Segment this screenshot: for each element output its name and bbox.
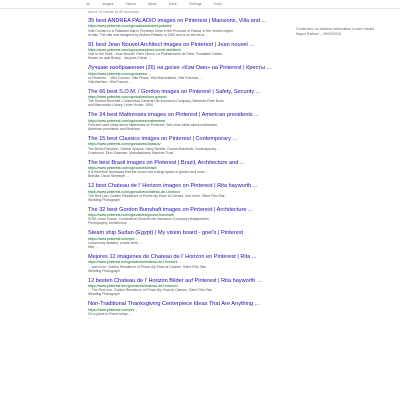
result-snippet — [88, 29, 284, 37]
snippet-line: The Red Lion. Golden Residence of Prince Aly Khan at Cannes. See more. Silent Film Star. — [88, 193, 226, 198]
result-url: https://www.pinterest.es/vgoncalves/chateau-de-l-horizon/ — [88, 260, 178, 265]
search-result — [88, 160, 284, 184]
snippet-line: American presidents and Bedroom. — [88, 127, 142, 132]
search-result — [88, 183, 284, 207]
snippet-line: of Italy. The villa was designed by Andrea Palladio in 1552 and is on the list of ... — [88, 32, 209, 37]
snippet-line: Wedding Photograph — [88, 292, 120, 297]
snippet-line: Nile, ... — [88, 245, 99, 250]
search-result — [88, 18, 284, 42]
result-url: https://www.pinterest.de/vgoncalves/chateau-de-l-horizon/ — [88, 283, 178, 288]
result-url: https://www.pinterest.com/vgoncalves/andrea-paladio/ — [88, 24, 172, 29]
snippet-line: ... The Red Lion. Golden Residence of Prince Aly Khan at Cannes. Silent Film Star. — [88, 288, 213, 293]
result-url: https://www.pinterest.com/vgoncalves/gordon-bunshaft/ — [88, 213, 174, 218]
search-result — [88, 278, 284, 302]
result-title-link[interactable]: Non-Traditional Thanksgiving Centerpiece Ideas That Are Anything ... — [88, 301, 260, 308]
result-url: https://www.pinterest.com/vgoncalves/jean-nouvel-architect/ — [88, 48, 181, 52]
result-url: https://www.pinterest.com/vgoncalves/chateau-de-l-horizon/ — [88, 189, 181, 194]
result-url: https://www.pinterest.com/vgoncalves/som-gordon/ — [88, 95, 167, 100]
result-snippet — [88, 123, 284, 131]
header-divider — [0, 8, 400, 9]
snippet-line: ... and more. Golden Residence of Prince Aly Khan at Cannes. Silent Film Star. — [88, 264, 207, 269]
result-title-link[interactable]: The 24 best Mattresses images on Pinterest | American presidents ... — [88, 112, 259, 119]
search-result — [88, 112, 284, 136]
result-title-link[interactable]: The 32 best Gordon Bunshaft images on Pinterest | Architecture ... — [88, 206, 253, 213]
verification-note — [296, 27, 392, 36]
result-url: https://www.pinterest.com/vgoncalves/brasil/ — [88, 165, 157, 170]
result-title-link[interactable]: 12 best Chateau de l' Horizon images on Pinterest | Rita hayworth ... — [88, 183, 258, 190]
snippet-line: ... — [88, 315, 91, 320]
snippet-line: Ode to the Paris - Jean Nouvel. Paris Opera, La Philharmonie de Paris, Fondation Cartier, — [88, 52, 223, 57]
snippet-line: Photography, Architecture — [88, 221, 127, 226]
result-snippet — [88, 217, 284, 225]
result-snippet — [88, 147, 284, 155]
search-result — [88, 136, 284, 160]
result-snippet — [88, 194, 284, 202]
snippet-line: Wedding Photograph — [88, 197, 120, 202]
snippet-line: Wedding Photograph — [88, 268, 120, 273]
snippet-line: and Manuscript Library, Lever House, 1954 — [88, 103, 153, 108]
tab-settings[interactable]: Settings — [188, 1, 202, 6]
result-url: https://www.pinterest.com/vgoncalves/mattresses/ — [88, 118, 166, 123]
result-snippet — [88, 99, 284, 107]
tab-tools[interactable]: Tools — [213, 1, 222, 6]
search-result — [88, 65, 284, 89]
result-snippet — [88, 76, 284, 84]
snippet-line: сс Pinterest ... Villa Cornaro, Villa Pisani, Villa Malcontenta, Villa Rotonda, ... — [88, 75, 203, 80]
results-list — [88, 18, 284, 325]
result-snippet — [88, 52, 284, 60]
snippet-line: Luxuriously detailed, a wide berth, ... — [88, 240, 144, 245]
result-title-link[interactable]: The best Brasil images on Pinterest | Brazil, Architecture and ... — [88, 159, 245, 166]
search-tabs — [86, 0, 222, 7]
result-snippet — [88, 241, 284, 249]
snippet-line: Villa Barbaro, Villa Foscari ... — [88, 79, 132, 84]
result-url: https://www.pinterest.com/pin/ ... — [88, 307, 139, 312]
result-title-link[interactable]: 35 best ANDREA PALADIO images on Pinterest | Mansions, Villa and ... — [88, 18, 267, 24]
result-title-link[interactable]: Steam ship Sudan (Egypt) | My vision board - goel's | Pinterest — [88, 230, 244, 237]
search-result — [88, 42, 284, 66]
search-result — [88, 301, 284, 325]
tab-all[interactable]: All — [86, 1, 90, 6]
search-result — [88, 207, 284, 231]
search-result — [88, 230, 284, 254]
search-result — [88, 254, 284, 278]
result-snippet — [88, 265, 284, 273]
result-title-link[interactable]: The 66 best S.O.M. / Gordon images on Pinterest | Safety, Security ... — [88, 88, 261, 95]
note-line: Mayur Rathod -- 09/04/2015 — [296, 31, 341, 36]
tab-news[interactable]: News — [148, 1, 157, 6]
result-snippet — [88, 312, 284, 320]
snippet-line: The Berlin Elevation, Classic Spaces, Harry Bertoia, Gordon Bunshaft, Contemporary ... — [88, 146, 220, 151]
note-line: Confirmed, no adverse information in web results - — [296, 27, 377, 31]
result-title-link[interactable]: 91 best Jean Nouvel Architect images on Pinterest | Jean nouvel ... — [88, 41, 254, 48]
snippet-line: On a plane to Rome today ... — [88, 311, 132, 316]
result-url: https://www.pinterest.com/pin/ ... — [88, 236, 139, 241]
result-snippet — [88, 288, 284, 296]
result-title-link[interactable]: Лучшие изображения (26) на доске «Кэм Омо» на Pinterest | Кресты ... — [88, 65, 272, 72]
result-snippet — [88, 170, 284, 178]
snippet-line: It is therefore necessary that the house has a large space of garden and room ... — [88, 170, 209, 175]
tab-videos[interactable]: Videos — [125, 1, 137, 6]
result-title-link[interactable]: The 15 best Classics images on Pinterest | Contemporary ... — [88, 135, 238, 142]
tab-more[interactable]: More — [168, 1, 177, 6]
snippet-line: Find and save ideas about mattresses on Pinterest. See more ideas about mattresses, — [88, 122, 218, 127]
snippet-line: Brasilia, Oscar Niemeyer ... — [88, 174, 130, 179]
snippet-line: The Gordon Bunshaft. Connecticut General Life Insurance Company, Beinecke Rare Book — [88, 99, 224, 104]
snippet-line: Villa Cornaro is a Palladian villa in Piombino Dese in the Province of Padua, in the Veneto region — [88, 28, 233, 33]
snippet-line: Cranbrook, Eero Saarinen, Manufacturers Hanover Trust — [88, 150, 174, 155]
result-title-link[interactable]: Mejores 12 imágenes de Chateau de l' Horizon en Pinterest | Rita ... — [88, 253, 257, 260]
result-url: https://www.pinterest.com/vgoncalves/classics/ — [88, 142, 161, 147]
tab-images[interactable]: Images — [101, 1, 114, 6]
search-result — [88, 89, 284, 113]
result-stats: About 21 results (0.55 seconds) — [88, 10, 139, 14]
result-url: https://www.pinterest.com/vgoncalves/ ... — [88, 71, 152, 76]
snippet-line: SOM, Lever House, Connecticut General Life Insurance Company Headquarters, — [88, 217, 210, 222]
snippet-line: Musee du quai Branly - Jacques Chirac ... — [88, 56, 151, 61]
result-title-link[interactable]: 12 besten Chateau de l' Horizon Bilder auf Pinterest | Rita hayworth ... — [88, 277, 262, 284]
